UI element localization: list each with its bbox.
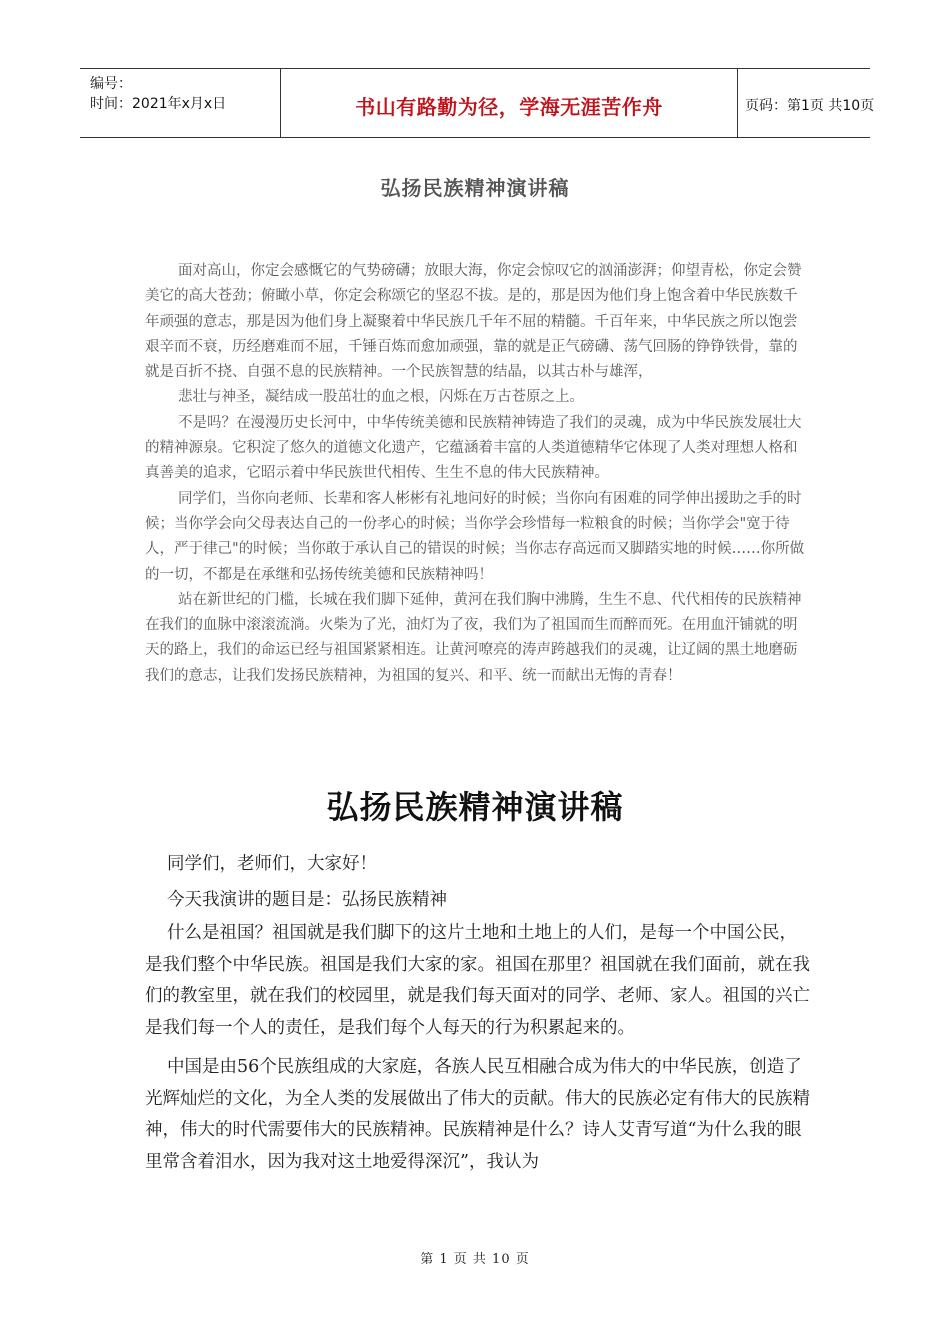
section2-paragraph: 什么是祖国？祖国就是我们脚下的这片土地和土地上的人们，是每一个中国公民，是我们整个中华民族。祖国是我们大家的家。祖国在那里？祖国就在我们面前，就在我们的教室里，就在我们的校园里，就是我们每天面对的同学、老师、家人。祖国的兴亡是我们每一个人的责任，是我们每个人每天的行为积累起来的。 [145,923,810,1038]
section2-title: 弘扬民族精神演讲稿 [326,788,624,826]
section2-body [145,846,810,1178]
section1-body [145,259,805,689]
page-footer: 第 1 页 共 10 页 [420,1252,530,1267]
section1-paragraph: 同学们，当你向老师、长辈和客人彬彬有礼地问好的时候；当你向有困难的同学伸出援助之手的时候；当你学会向父母表达自己的一份孝心的时候；当你学会珍惜每一粒粮食的时候；当你学会"宽于待人，严于律己"的时候；当你敢于承认自己的错误的时候；当你志存高远而又脚踏实地的时候……你所做的一切，不都是在承继和弘扬传统美德和民族精神吗！ [145,490,805,583]
section1-paragraph: 面对高山，你定会感慨它的气势磅礴；放眼大海，你定会惊叹它的汹涌澎湃；仰望青松，你定会赞美它的高大苍劲；俯瞰小草，你定会称颂它的坚忍不拔。是的，那是因为他们身上饱含着中华民族数千年顽强的意志，那是因为他们身上凝聚着中华民族几千年不屈的精髓。千百年来，中华民族之所以饱尝艰辛而不衰，历经磨难而不屈，千锤百炼而愈加顽强，靠的就是正气磅礴、荡气回肠的铮铮铁骨，靠的就是百折不挠、自强不息的民族精神。一个民族智慧的结晶，以其古朴与雄浑， [145,263,802,381]
header-motto: 书山有路勤为径，学海无涯苦作舟 [355,95,663,119]
document-header [80,68,875,138]
header-number-label: 编号： [90,76,132,92]
section1-paragraph: 不是吗？在漫漫历史长河中，中华传统美德和民族精神铸造了我们的灵魂，成为中华民族发展壮大的精神源泉。它积淀了悠久的道德文化遗产，它蕴涵着丰富的人类道德精华它体现了人类对理想人格和真善美的追求，它昭示着中华民族世代相传、生生不息的伟大民族精神。 [145,414,802,482]
header-motto-cell [280,69,738,137]
section2-greeting: 同学们，老师们，大家好！ [167,854,377,874]
section2-topic: 今天我演讲的题目是：弘扬民族精神 [167,890,447,910]
section2-paragraph: 中国是由56个民族组成的大家庭，各族人民互相融合成为伟大的中华民族，创造了光辉灿烂的文化，为全人类的发展做出了伟大的贡献。伟大的民族必定有伟大的民族精神，伟大的时代需要伟大的民族精神。民族精神是什么？诗人艾青写道“为什么我的眼里常含着泪水，因为我对这土地爱得深沉”，我认为 [145,1057,810,1172]
section1-title: 弘扬民族精神演讲稿 [380,176,570,200]
header-date-label: 时间：2021年x月x日 [90,96,227,112]
header-info-cell [80,69,280,137]
section1-paragraph: 悲壮与神圣，凝结成一股茁壮的血之根，闪烁在万古苍原之上。 [178,389,584,406]
section1-paragraph: 站在新世纪的门槛，长城在我们脚下延伸，黄河在我们胸中沸腾，生生不息、代代相传的民族精神在我们的血脉中滚滚流淌。火柴为了光，油灯为了夜，我们为了祖国而生而醉而死。在用血汗铺就的明天的路上，我们的命运已经与祖国紧紧相连。让黄河嘹亮的涛声跨越我们的灵魂，让辽阔的黑土地磨砺我们的意志，让我们发扬民族精神，为祖国的复兴、和平、统一而献出无悔的青春！ [145,591,802,684]
header-page-cell [737,69,875,137]
header-page-info: 页码：第1页 共10页 [745,98,875,114]
